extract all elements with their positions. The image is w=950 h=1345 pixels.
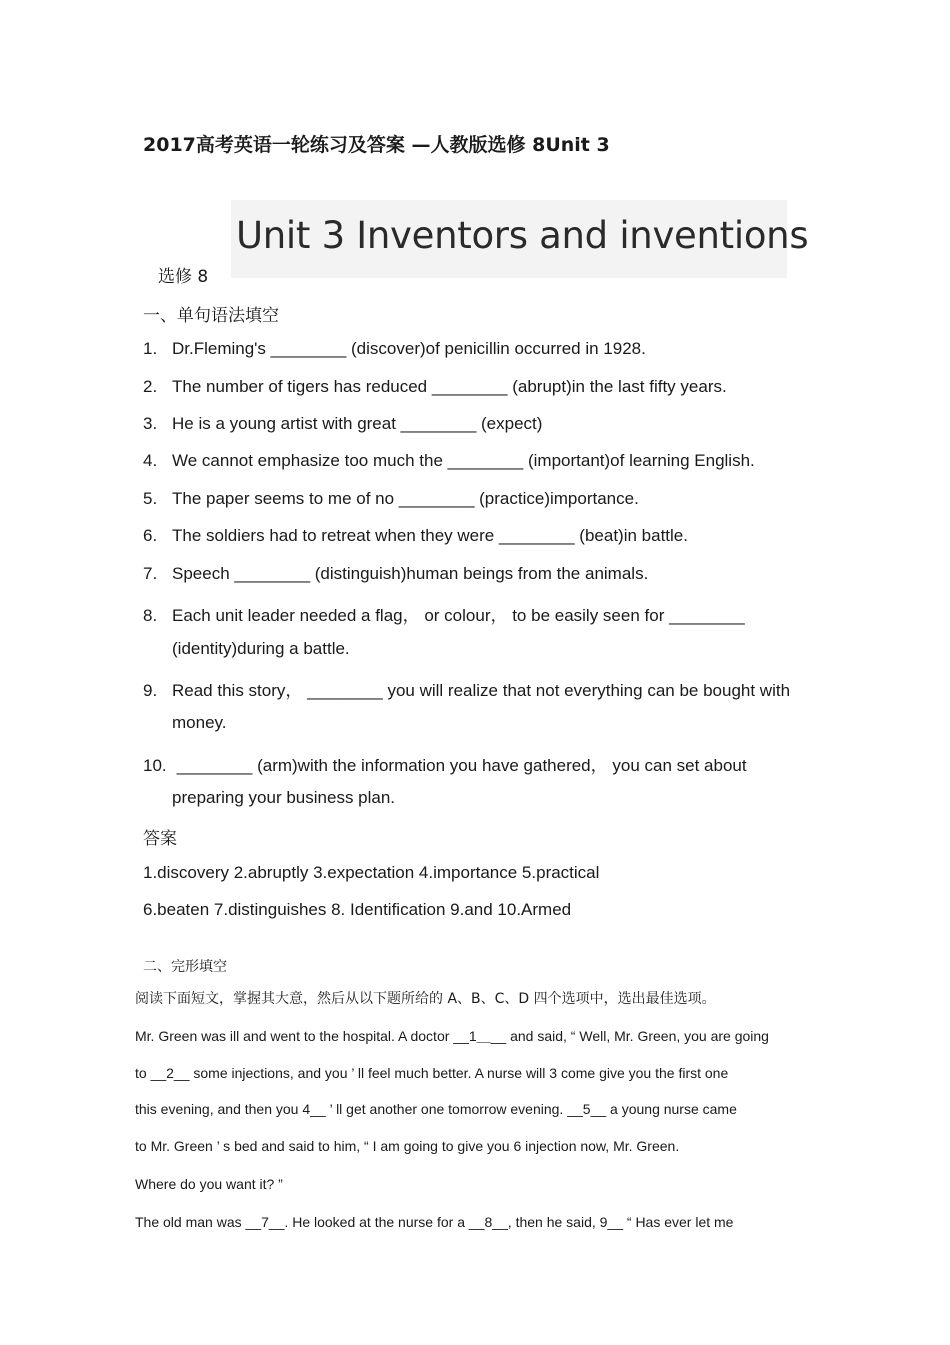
cloze-line-5: Where do you want it? ”	[135, 1176, 283, 1192]
cloze-line-1: Mr. Green was ill and went to the hospital. A doctor __1＿__ and said, “ Well, Mr. Green, you are going	[135, 1028, 769, 1044]
question-text: Speech ________ (distinguish)human beings from the animals.	[172, 564, 649, 583]
question-number: 10.	[143, 756, 167, 775]
question-10	[143, 751, 747, 776]
answers-line-1: 1.discovery 2.abruptly 3.expectation 4.importance 5.practical	[143, 863, 600, 882]
question-text: The soldiers had to retreat when they were ________ (beat)in battle.	[172, 526, 688, 545]
question-text: The paper seems to me of no ________ (practice)importance.	[172, 489, 639, 508]
question-text: Dr.Fleming's ________ (discover)of penicillin occurred in 1928.	[172, 339, 646, 358]
question-text: Read this story， ________ you will realize that not everything can be bought with	[172, 681, 791, 700]
question-8	[143, 601, 745, 626]
question-number: 4.	[143, 451, 158, 470]
unit-banner-text: Unit 3 Inventors and inventions	[236, 214, 809, 257]
question-number: 9.	[143, 681, 158, 700]
question-9	[143, 676, 790, 701]
question-number: 3.	[143, 414, 158, 433]
section2-heading: 二、完形填空	[143, 959, 227, 975]
question-10-continued: preparing your business plan.	[172, 788, 396, 807]
cloze-line-6: The old man was __7__. He looked at the nurse for a __8__, then he said, 9__ “ Has ever let me	[135, 1214, 734, 1230]
cloze-line-4: to Mr. Green ’ s bed and said to him, “ I am going to give you 6 injection now, Mr. Green.	[135, 1138, 680, 1154]
answers-heading: 答案	[143, 829, 177, 849]
question-number: 6.	[143, 526, 158, 545]
cloze-instructions: 阅读下面短文，掌握其大意，然后从以下题所给的 A、B、C、D 四个选项中，选出最佳选项。	[135, 991, 716, 1007]
question-4	[143, 451, 755, 471]
question-8-continued: (identity)during a battle.	[172, 639, 350, 658]
cloze-line-3: this evening, and then you 4__ ’ ll get another one tomorrow evening. __5__ a young nurse came	[135, 1101, 737, 1117]
elective-label: 选修 8	[158, 267, 209, 287]
question-2	[143, 377, 727, 397]
document-title: 2017高考英语一轮练习及答案 —人教版选修 8Unit 3	[143, 134, 610, 156]
question-text: We cannot emphasize too much the ________ (important)of learning English.	[172, 451, 755, 470]
question-number: 8.	[143, 606, 158, 625]
question-number: 5.	[143, 489, 158, 508]
question-text: ________ (arm)with the information you have gathered， you can set about	[172, 756, 747, 775]
question-number: 2.	[143, 377, 158, 396]
question-text: The number of tigers has reduced ________ (abrupt)in the last fifty years.	[172, 377, 727, 396]
question-1	[143, 339, 646, 359]
question-text: He is a young artist with great ________ (expect)	[172, 414, 543, 433]
question-text: Each unit leader needed a flag， or colour， to be easily seen for ________	[172, 606, 745, 625]
cloze-line-2: to __2__ some injections, and you ’ ll feel much better. A nurse will 3 come give you the first one	[135, 1065, 729, 1081]
question-3	[143, 414, 542, 434]
question-5	[143, 489, 639, 509]
section1-heading: 一、单句语法填空	[143, 306, 279, 326]
question-9-continued: money.	[172, 713, 227, 732]
answers-line-2: 6.beaten 7.distinguishes 8. Identification 9.and 10.Armed	[143, 900, 572, 919]
question-6	[143, 526, 688, 546]
unit-banner	[231, 200, 809, 278]
question-number: 7.	[143, 564, 158, 583]
question-7	[143, 564, 648, 584]
question-number: 1.	[143, 339, 158, 358]
